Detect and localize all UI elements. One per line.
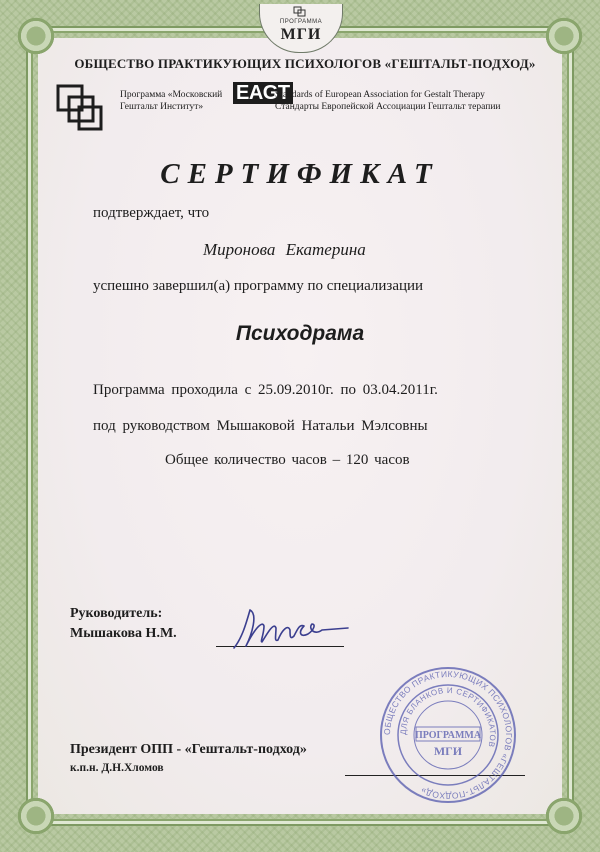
- confirms-text: подтверждает, что: [93, 205, 210, 221]
- standards-line-2: Стандарты Европейской Ассоциации Гештальт терапии: [275, 102, 501, 112]
- frame-corner-ornament: [542, 14, 586, 58]
- president-label: Президент ОПП - «Гештальт-подход»: [70, 742, 307, 757]
- certificate-title: СЕРТИФИКАТ: [160, 158, 440, 190]
- supervisor-text: под руководством Мышаковой Натальи Мэлсовны: [93, 418, 428, 434]
- badge-small-text: ПРОГРАММА: [279, 19, 323, 25]
- head-label: Руководитель:: [70, 606, 163, 621]
- program-text: [120, 89, 222, 113]
- stamp-center-top: ПРОГРАММА: [414, 730, 482, 741]
- organization-title: ОБЩЕСТВО ПРАКТИКУЮЩИХ ПСИХОЛОГОВ «ГЕШТАЛЬТ-ПОДХОД»: [74, 56, 536, 71]
- frame-corner-ornament: [542, 794, 586, 838]
- president-name: к.п.н. Д.Н.Хломов: [70, 762, 164, 774]
- total-hours: Общее количество часов – 120 часов: [165, 452, 410, 468]
- program-line-2: Гештальт Институт»: [120, 102, 204, 112]
- program-dates: Программа проходила с 25.09.2010г. по 03.04.2011г.: [93, 382, 438, 398]
- completed-text: успешно завершил(а) программу по специализации: [93, 278, 424, 294]
- frame-corner-ornament: [14, 794, 58, 838]
- program-line-1: Программа «Московский: [120, 90, 223, 100]
- mgi-squares-logo-icon: [55, 83, 105, 133]
- badge-big-text: МГИ: [280, 26, 322, 43]
- program-name: Психодрама: [235, 322, 365, 345]
- official-stamp-seal: [378, 665, 518, 805]
- eagt-logo: EAGT: [233, 82, 293, 104]
- stamp-inner-text: ДЛЯ БЛАНКОВ И СЕРТИФИКАТОВ: [398, 685, 498, 749]
- stamp-outer-text: ОБЩЕСТВО ПРАКТИКУЮЩИХ ПСИХОЛОГОВ «ГЕШТАЛЬТ-ПОДХОД»: [381, 668, 515, 802]
- squares-icon: [293, 6, 307, 18]
- standards-text: [275, 89, 500, 113]
- handwritten-signature: [228, 604, 358, 654]
- recipient-name: Миронова Екатерина: [203, 240, 366, 259]
- stamp-center-bottom: МГИ: [433, 744, 463, 758]
- standards-line-1: Standards of European Association for Gestalt Therapy: [275, 90, 485, 100]
- frame-corner-ornament: [14, 14, 58, 58]
- head-name: Мышакова Н.М.: [70, 626, 177, 641]
